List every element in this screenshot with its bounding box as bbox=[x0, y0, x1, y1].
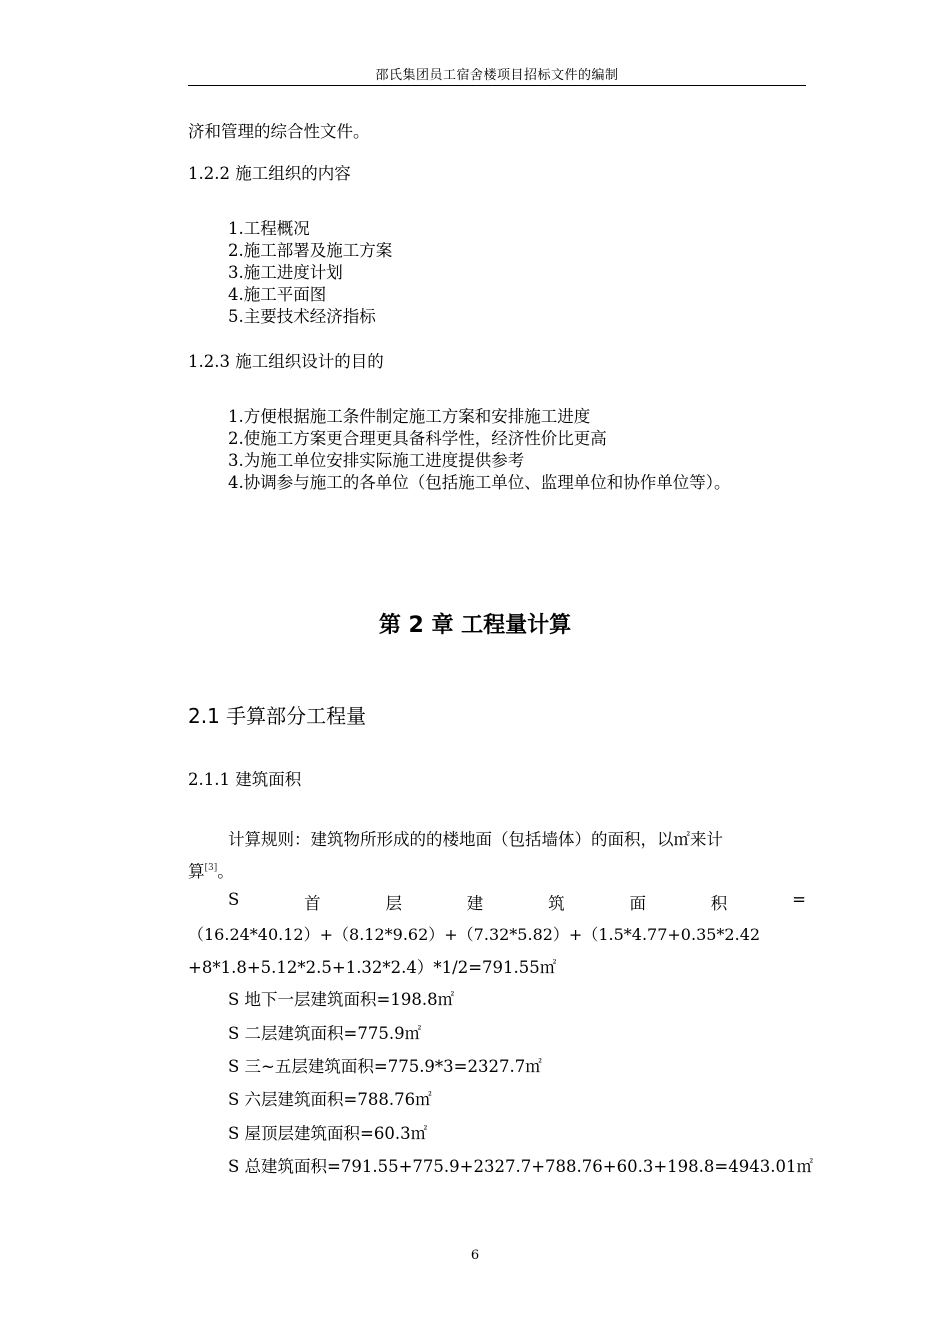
justified-word: 积 bbox=[710, 894, 728, 913]
list-item: 2.使施工方案更合理更具备科学性，经济性价比更高 bbox=[228, 429, 607, 448]
paragraph-continuation: 济和管理的综合性文件。 bbox=[188, 122, 370, 141]
area-result: S 地下一层建筑面积=198.8㎡ bbox=[228, 990, 455, 1009]
justified-word: 层 bbox=[385, 894, 402, 913]
chapter-title: 第 2 章 工程量计算 bbox=[378, 613, 572, 638]
section-title: 2.1 手算部分工程量 bbox=[188, 704, 367, 728]
area-result: S 三~五层建筑面积=775.9*3=2327.7㎡ bbox=[228, 1057, 542, 1076]
list-item: 3.施工进度计划 bbox=[228, 263, 343, 282]
calculation-rule: 计算规则：建筑物所形成的的楼地面（包括墙体）的面积，以㎡来计 bbox=[228, 830, 723, 849]
list-item: 1.方便根据施工条件制定施工方案和安排施工进度 bbox=[228, 407, 591, 426]
calculation-rule-end bbox=[188, 858, 234, 882]
running-header: 邵氏集团员工宿舍楼项目招标文件的编制 bbox=[375, 68, 619, 83]
total-area-result: S 总建筑面积=791.55+775.9+2327.7+788.76+60.3+198.8=4943.01㎡ bbox=[228, 1157, 813, 1176]
justified-word: S bbox=[228, 890, 240, 909]
justified-word: 面 bbox=[629, 894, 646, 913]
justified-word: 首 bbox=[304, 894, 321, 913]
list-item: 3.为施工单位安排实际施工进度提供参考 bbox=[228, 451, 525, 470]
subsection-heading-1-2-2: 1.2.2 施工组织的内容 bbox=[188, 164, 351, 183]
subsection-heading-1-2-3: 1.2.3 施工组织设计的目的 bbox=[188, 352, 384, 371]
justified-word: 建 bbox=[466, 894, 484, 913]
page-number: 6 bbox=[470, 1248, 480, 1263]
list-item: 5.主要技术经济指标 bbox=[228, 307, 376, 326]
list-item: 1.工程概况 bbox=[228, 219, 310, 238]
first-floor-area-label bbox=[228, 890, 806, 914]
citation-mark: [3] bbox=[204, 863, 218, 873]
justified-word: 筑 bbox=[548, 894, 565, 913]
list-item: 4.施工平面图 bbox=[228, 285, 327, 304]
first-floor-formula: （16.24*40.12）+（8.12*9.62）+（7.32*5.82）+（1.5*4.77+0.35*2.42 bbox=[188, 925, 761, 944]
list-item: 4.协调参与施工的各单位（包括施工单位、监理单位和协作单位等）。 bbox=[228, 473, 731, 492]
justified-word: = bbox=[792, 890, 806, 909]
list-item: 2.施工部署及施工方案 bbox=[228, 241, 393, 260]
rule-punctuation: 。 bbox=[217, 862, 234, 881]
subsection-heading-2-1-1: 2.1.1 建筑面积 bbox=[188, 770, 302, 789]
purpose-list bbox=[228, 406, 731, 494]
area-result: S 二层建筑面积=775.9㎡ bbox=[228, 1024, 422, 1043]
header-rule bbox=[188, 85, 806, 86]
content-list bbox=[228, 218, 392, 328]
rule-text: 算 bbox=[188, 862, 205, 881]
area-result: S 六层建筑面积=788.76㎡ bbox=[228, 1090, 432, 1109]
area-result: S 屋顶层建筑面积=60.3㎡ bbox=[228, 1124, 428, 1143]
first-floor-formula-result: +8*1.8+5.12*2.5+1.32*2.4）*1/2=791.55㎡ bbox=[188, 958, 557, 977]
